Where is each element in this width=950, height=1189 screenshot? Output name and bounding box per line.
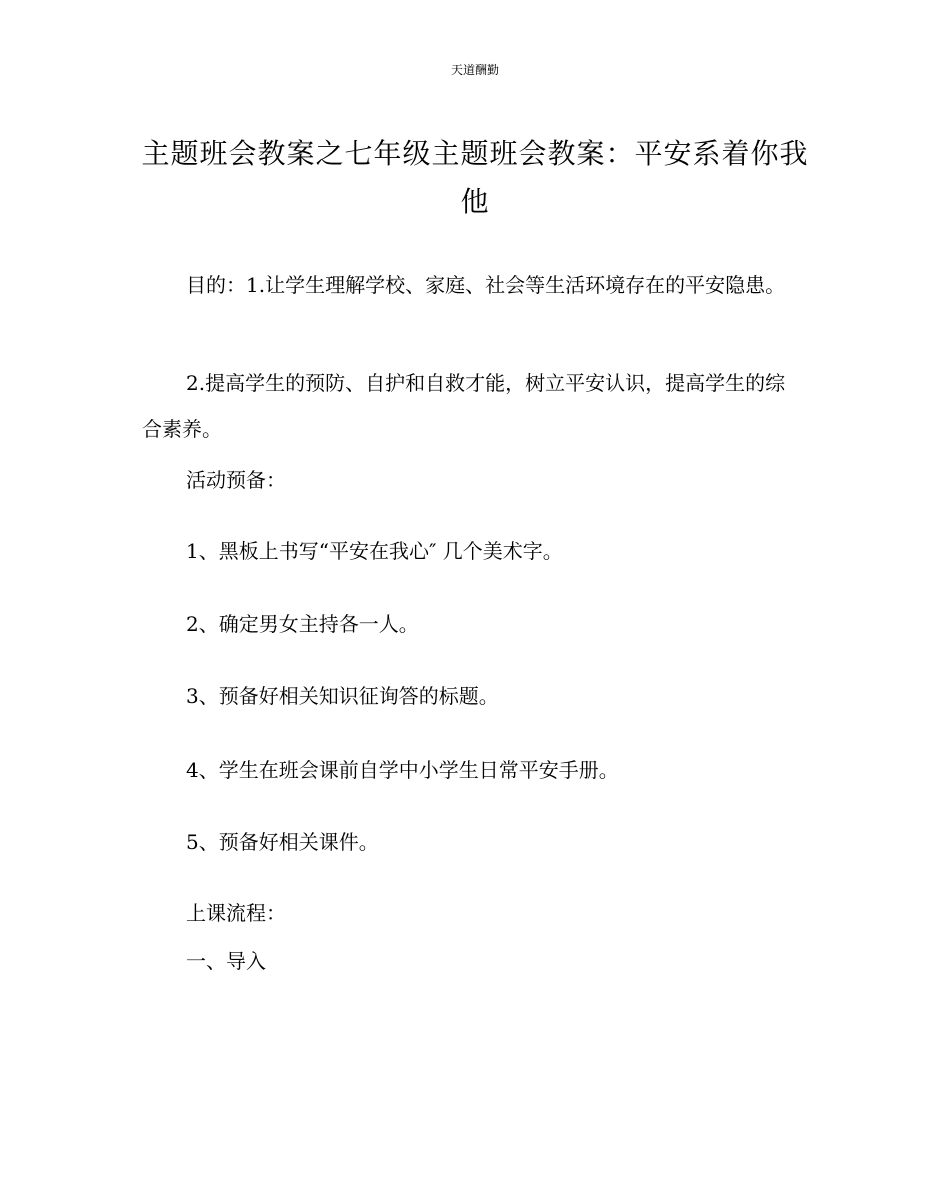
prep-heading: 活动预备： [186, 468, 286, 492]
prep-item: 1、黑板上书写“平安在我心″ 几个美术字。 [186, 539, 563, 563]
section-heading-intro: 一、导入 [186, 949, 266, 973]
prep-item: 2、确定男女主持各一人。 [186, 612, 419, 636]
prep-item: 5、预备好相关课件。 [186, 830, 379, 854]
page-header: 天道酬勤 [450, 63, 499, 77]
goal-paragraph-1: 目的：1.让学生理解学校、家庭、社会等生活环境存在的平安隐患。 [186, 273, 786, 297]
prep-item: 3、预备好相关知识征询答的标题。 [186, 684, 499, 708]
goal-paragraph-2: 2.提高学生的预防、自护和自救才能，树立平安认识，提高学生的综合素养。 [142, 371, 786, 441]
process-heading: 上课流程： [186, 901, 286, 925]
document-title: 主题班会教案之七年级主题班会教案：平安系着你我他 [141, 137, 809, 218]
prep-item: 4、学生在班会课前自学中小学生日常平安手册。 [186, 758, 619, 782]
